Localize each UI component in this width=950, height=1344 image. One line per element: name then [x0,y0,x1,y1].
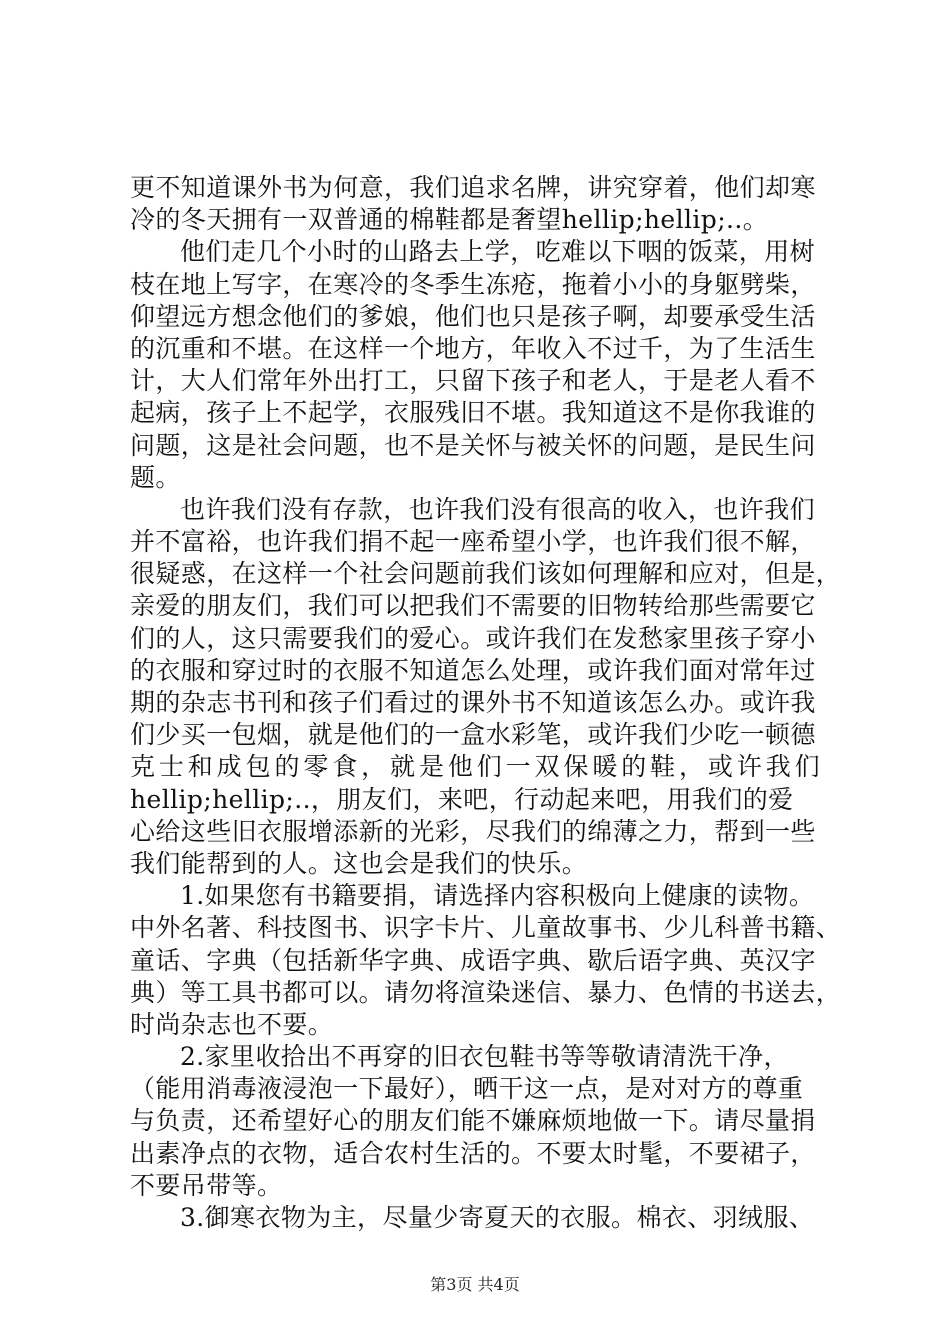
text-line: 更不知道课外书为何意，我们追求名牌，讲究穿着，他们却寒 [130,173,816,202]
text-line: 不要吊带等。 [130,1170,283,1200]
text-line: 题。 [130,462,181,492]
text-line: 的沉重和不堪。在这样一个地方，年收入不过千，为了生活生 [130,333,816,363]
page-footer [0,1272,950,1295]
list-item-3-start: 3.御寒衣物为主，尽量少寄夏天的衣服。棉衣、羽绒服、 [180,1203,815,1232]
text-line: 们的人，这只需要我们的爱心。或许我们在发愁家里孩子穿小 [130,623,816,653]
text-line: （能用消毒液浸泡一下最好），晒干这一点，是对对方的尊重 [130,1074,804,1104]
text-line: 出素净点的衣物，适合农村生活的。不要太时髦，不要裙子， [130,1138,816,1168]
text-line: 典）等工具书都可以。请勿将渲染迷信、暴力、色情的书送去， [130,977,842,1007]
paragraph-start-line: 也许我们没有存款，也许我们没有很高的收入，也许我们 [180,494,816,524]
text-line: 心给这些旧衣服增添新的光彩，尽我们的绵薄之力，帮到一些 [130,816,816,846]
text-line: 很疑惑，在这样一个社会问题前我们该如何理解和应对，但是， [130,559,842,589]
text-line: 问题，这是社会问题，也不是关怀与被关怀的问题，是民生问 [130,430,816,460]
text-line: 的衣服和穿过时的衣服不知道怎么处理，或许我们面对常年过 [130,655,816,685]
text-line: 计，大人们常年外出打工，只留下孩子和老人，于是老人看不 [130,366,816,396]
paragraph-start-line: 他们走几个小时的山路去上学，吃难以下咽的饭菜，用树 [180,237,816,267]
text-line: 与负责，还希望好心的朋友们能不嫌麻烦地做一下。请尽量捐 [130,1106,816,1136]
text-line: 中外名著、科技图书、识字卡片、儿童故事书、少儿科普书籍、 [130,913,842,943]
text-line: 克士和成包的零食，就是他们一双保暖的鞋，或许我们 [130,752,820,782]
text-line: 童话、字典（包括新华字典、成语字典、歇后语字典、英汉字 [130,945,816,975]
text-line: 时尚杂志也不要。 [130,1009,334,1039]
text-line: 并不富裕，也许我们捐不起一座希望小学，也许我们很不解， [130,527,816,557]
text-line: 冷的冬天拥有一双普通的棉鞋都是奢望hellip;hellip;..。 [130,205,769,235]
list-item-1-start: 1.如果您有书籍要捐，请选择内容积极向上健康的读物。 [180,881,815,911]
text-line: 我们能帮到的人。这也会是我们的快乐。 [130,848,588,878]
text-line: 仰望远方想念他们的爹娘，他们也只是孩子啊，却要承受生活 [130,301,816,331]
document-body [130,172,842,1234]
page-number-label: 第3页 共4页 [430,1275,520,1294]
text-line: 们少买一包烟，就是他们的一盒水彩笔，或许我们少吃一顿德 [130,720,816,750]
text-line: hellip;hellip;..，朋友们，来吧，行动起来吧，用我们的爱 [130,784,794,814]
list-item-2-start: 2.家里收拾出不再穿的旧衣包鞋书等等敬请清洗干净， [180,1042,789,1072]
text-line: 起病，孩子上不起学，衣服残旧不堪。我知道这不是你我谁的 [130,398,816,428]
text-line: 期的杂志书刊和孩子们看过的课外书不知道该怎么办。或许我 [130,688,816,717]
text-line: 亲爱的朋友们，我们可以把我们不需要的旧物转给那些需要它 [130,591,816,621]
text-line: 枝在地上写字，在寒冷的冬季生冻疮，拖着小小的身躯劈柴， [130,269,816,299]
